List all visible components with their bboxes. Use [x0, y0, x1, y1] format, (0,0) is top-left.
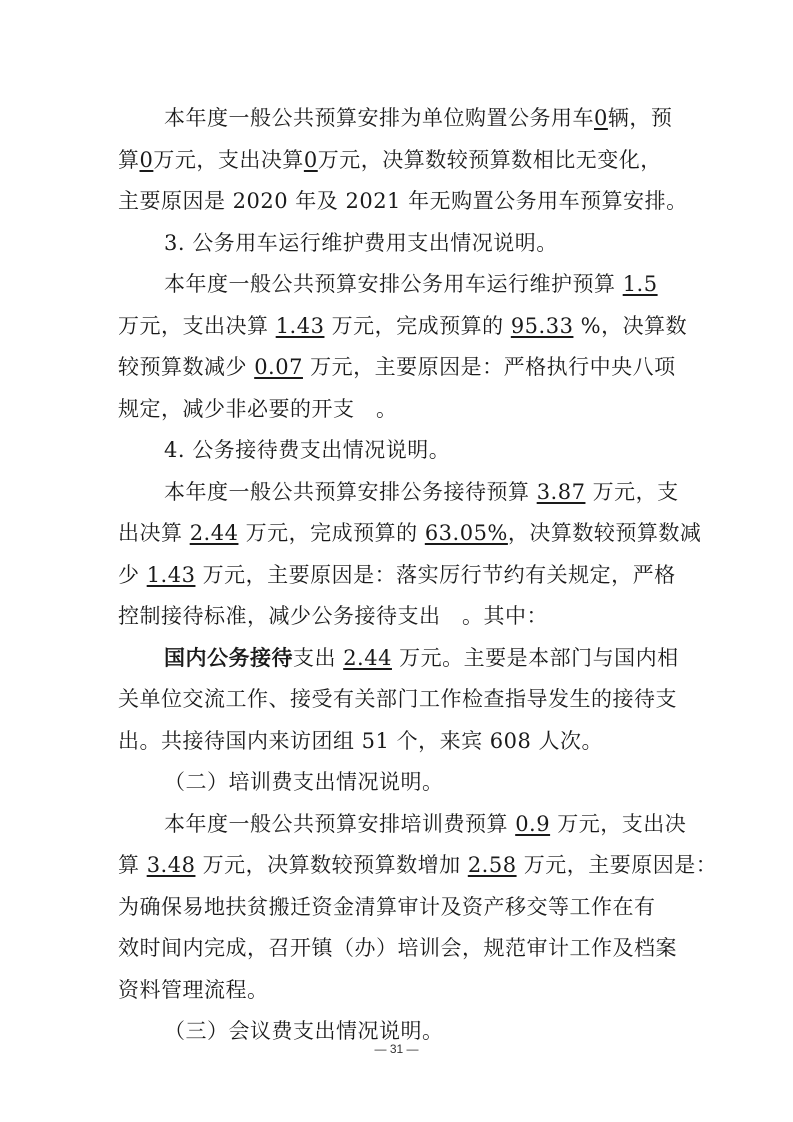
text-line — [118, 312, 687, 340]
text-line — [118, 976, 269, 1004]
underlined-value: 1.5 — [622, 272, 658, 296]
text-line — [118, 519, 701, 547]
underlined-value: 0 — [139, 148, 154, 172]
text-line — [118, 395, 398, 423]
text-line — [118, 685, 677, 713]
text-segment: 辆，预 — [607, 106, 673, 130]
text-line — [118, 187, 688, 215]
text-segment: （二）培训费支出情况说明。 — [164, 770, 444, 794]
text-line — [164, 104, 672, 132]
text-line — [118, 602, 548, 630]
text-segment: 本年度一般公共预算安排公务接待预算 — [164, 480, 537, 504]
text-segment: 万元，主要原因是： — [516, 853, 718, 877]
text-segment: 3. 公务用车运行维护费用支出情况说明。 — [164, 231, 558, 255]
text-segment: 万元，主要原因是：严格执行中央八项 — [302, 355, 676, 379]
text-segment: 算 — [118, 853, 147, 877]
text-line — [164, 768, 444, 796]
text-line — [164, 810, 686, 838]
underlined-value: 0.07 — [254, 355, 303, 379]
text-segment: 关单位交流工作、接受有关部门工作检查指导发生的接待支 — [118, 687, 677, 711]
text-segment: 万元，支出决算 — [118, 314, 276, 338]
text-segment: 为确保易地扶贫搬迁资金清算审计及资产移交等工作在有 — [118, 895, 656, 919]
underlined-value: 0 — [303, 148, 318, 172]
underlined-value: 95.33 — [510, 314, 574, 338]
text-line — [118, 893, 656, 921]
text-segment: 万元，支 — [585, 480, 679, 504]
text-segment: 本年度一般公共预算安排为单位购置公务用车 — [164, 106, 594, 130]
text-line — [164, 229, 558, 257]
underlined-value: 63.05% — [424, 521, 508, 545]
text-line — [164, 478, 679, 506]
underlined-value: 0 — [594, 106, 608, 130]
text-segment: 4. 公务接待费支出情况说明。 — [164, 438, 451, 462]
text-segment: 支出 — [293, 646, 344, 670]
page-number: — 31 — — [374, 1042, 419, 1056]
underlined-value: 3.87 — [536, 480, 586, 504]
underlined-value: 1.43 — [146, 563, 196, 587]
text-line — [164, 1017, 444, 1045]
text-segment: 本年度一般公共预算安排公务用车运行维护预算 — [164, 272, 623, 296]
underlined-value: 2.44 — [343, 646, 392, 670]
text-segment: 效时间内完成，召开镇（办）培训会，规范审计工作及档案 — [118, 936, 677, 960]
text-segment: 少 — [118, 563, 147, 587]
bold-term: 国内公务接待 — [164, 645, 293, 670]
text-line — [118, 353, 676, 381]
text-segment: %，决算数 — [573, 314, 688, 338]
text-line — [118, 727, 603, 755]
text-segment: 万元，支出决算 — [153, 148, 304, 172]
text-segment: 万元，主要原因是：落实厉行节约有关规定，严格 — [195, 563, 676, 587]
text-segment: 万元，决算数较预算数相比无变化， — [317, 148, 662, 172]
text-segment: 出决算 — [118, 521, 190, 545]
text-segment: 资料管理流程。 — [118, 978, 269, 1002]
text-line — [164, 270, 658, 298]
text-segment: 规定，减少非必要的开支 。 — [118, 397, 398, 421]
text-segment: 万元。主要是本部门与国内相 — [391, 646, 679, 670]
text-segment: 万元，完成预算的 — [324, 314, 511, 338]
text-segment: 万元，决算数较预算数增加 — [195, 853, 468, 877]
text-segment: 算 — [118, 148, 140, 172]
text-segment: 出。共接待国内来访团组 51 个，来宾 608 人次。 — [118, 729, 604, 753]
text-line — [118, 146, 662, 174]
text-line — [118, 934, 677, 962]
underlined-value: 0.9 — [515, 812, 551, 836]
text-segment: 控制接待标准，减少公务接待支出 。其中： — [118, 604, 548, 628]
text-segment: 本年度一般公共预算安排培训费预算 — [164, 812, 516, 836]
text-segment: 万元，完成预算的 — [238, 521, 425, 545]
text-line — [118, 851, 717, 879]
underlined-value: 1.43 — [275, 314, 325, 338]
text-line — [164, 644, 679, 672]
text-segment: 主要原因是 2020 年及 2021 年无购置公务用车预算安排。 — [118, 189, 688, 213]
text-segment: 较预算数减少 — [118, 355, 255, 379]
text-segment: ，决算数较预算数减 — [507, 521, 702, 545]
text-line — [118, 561, 676, 589]
text-segment: （三）会议费支出情况说明。 — [164, 1019, 444, 1043]
text-line — [164, 436, 450, 464]
text-segment: 万元，支出决 — [550, 812, 687, 836]
underlined-value: 2.44 — [189, 521, 239, 545]
underlined-value: 3.48 — [146, 853, 196, 877]
underlined-value: 2.58 — [467, 853, 517, 877]
